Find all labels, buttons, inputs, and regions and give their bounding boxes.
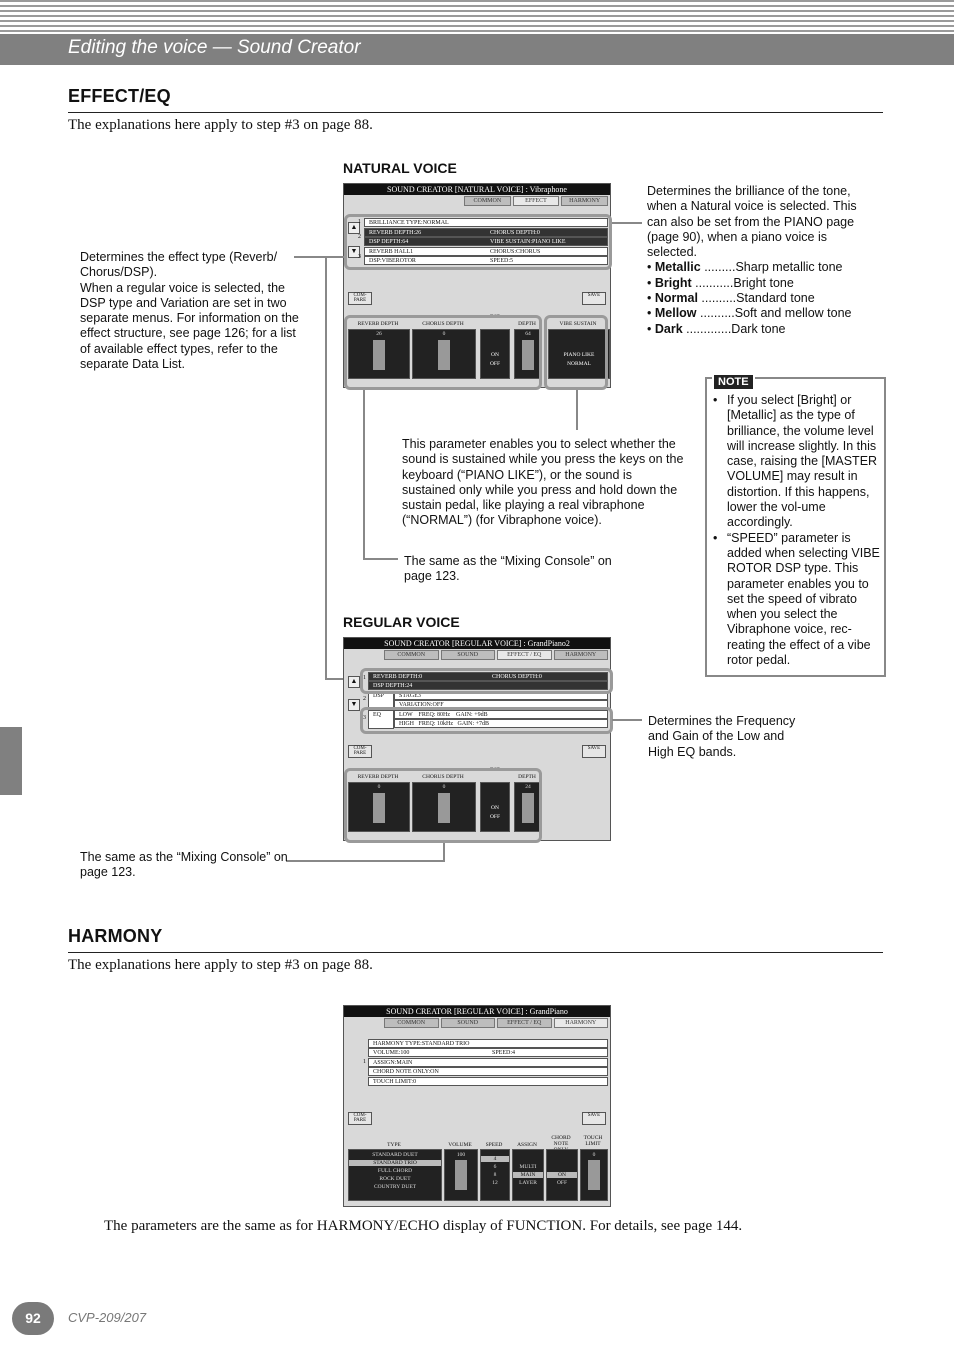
- brilliance-item: • Mellow ..........Soft and mellow tone: [647, 306, 852, 321]
- param-text: REVERB HALL1: [369, 249, 414, 255]
- fader-label: REVERB DEPTH: [357, 774, 399, 780]
- model-name: CVP-209/207: [68, 1310, 147, 1325]
- brilliance-desc: Bright tone: [733, 275, 794, 290]
- dsp-off-label: OFF: [489, 361, 501, 367]
- section-rule: [68, 112, 883, 113]
- fader-value: 100: [456, 1152, 466, 1158]
- brilliance-name: Normal: [654, 291, 698, 306]
- save-button[interactable]: SAVE: [582, 745, 606, 758]
- param-text: STAGE3: [399, 693, 421, 699]
- param-row[interactable]: [368, 1067, 608, 1076]
- dsp-on-label: ON: [491, 352, 499, 358]
- fader-label: DSP: [489, 767, 501, 773]
- tab-harmony[interactable]: HARMONY: [561, 196, 608, 206]
- speed-option[interactable]: 12: [492, 1180, 498, 1186]
- fader-value: 0: [592, 1152, 596, 1158]
- leader-line: [443, 843, 445, 861]
- brilliance-desc: Dark tone: [731, 321, 786, 336]
- param-text: HARMONY TYPE:STANDARD TRIO: [373, 1041, 470, 1047]
- brilliance-item: • Normal ..........Standard tone: [647, 291, 815, 306]
- dot-leader: ..........: [701, 291, 737, 306]
- touch-limit-fader[interactable]: [580, 1149, 608, 1201]
- callout-vibe-sustain: This parameter enables you to select whether the sound is sustained while you press the keys on the keyboard (“PIANO LIKE”), or the sound is sustained only while you press and hold down the sustain pedal, like playing a real vibraphone (“NORMAL”) (for Vibraphone voice).: [402, 437, 684, 528]
- assign-option[interactable]: LAYER: [519, 1180, 537, 1186]
- harmony-volume-fader[interactable]: [444, 1149, 478, 1201]
- highlight-mixing-faders: [344, 315, 542, 390]
- param-text: DSP DEPTH:64: [369, 239, 409, 245]
- type-option[interactable]: STANDARD DUET: [372, 1152, 418, 1158]
- note-icon: NOTE: [714, 375, 753, 389]
- type-option[interactable]: ROCK DUET: [379, 1176, 411, 1182]
- brilliance-item: • Metallic .........Sharp metallic tone: [647, 260, 843, 275]
- param-row[interactable]: [368, 1039, 608, 1048]
- speed-option[interactable]: 8: [493, 1172, 497, 1178]
- speed-option-selected[interactable]: 4: [481, 1156, 509, 1162]
- fader-label: REVERB DEPTH: [357, 321, 399, 327]
- param-row[interactable]: [368, 1058, 608, 1067]
- callout-text: When a regular voice is selected, the DSP type and Variation are set in two separate menus. For information on the effect structure, see page 126; for a list of available effect types, refer to the separate Data List.: [80, 280, 299, 372]
- section-intro: The explanations here apply to step #3 on page 88.: [68, 117, 373, 133]
- up-arrow-icon[interactable]: ▲: [348, 676, 360, 688]
- column-label: TOUCH LIMIT: [583, 1135, 603, 1147]
- tab-effect[interactable]: EFFECT: [513, 196, 560, 206]
- screen-title: SOUND CREATOR [REGULAR VOICE] : GrandPiano2: [344, 638, 610, 649]
- fader-knob[interactable]: [455, 1160, 467, 1190]
- assign-option-selected[interactable]: MAIN: [513, 1172, 543, 1178]
- param-text: VIBE SUSTAIN:PIANO LIKE: [490, 239, 566, 245]
- fader-knob[interactable]: [588, 1160, 600, 1190]
- callout-mixing-console: The same as the “Mixing Console” on page 123.: [404, 554, 612, 584]
- column-label: ASSIGN: [517, 1142, 537, 1148]
- param-text: ASSIGN:MAIN: [373, 1060, 413, 1066]
- dsp-off-label: OFF: [489, 814, 501, 820]
- section-intro: The explanations here apply to step #3 on page 88.: [68, 957, 373, 973]
- harmony-type-list[interactable]: [348, 1149, 442, 1201]
- row-number: 1: [363, 1059, 366, 1065]
- tab-effect-eq[interactable]: EFFECT / EQ: [497, 1018, 552, 1028]
- dot-leader: .........: [704, 260, 736, 275]
- tab-common[interactable]: COMMON: [384, 1018, 439, 1028]
- highlight-effect-rows: [344, 214, 612, 270]
- side-tab: [0, 727, 22, 795]
- param-text: VARIATION:OFF: [399, 702, 444, 708]
- dot-leader: .............: [686, 321, 732, 336]
- fader-label: CHORUS DEPTH: [422, 774, 464, 780]
- param-text: CHORUS DEPTH:0: [490, 230, 540, 236]
- leader-line: [294, 256, 344, 258]
- param-text: BRILLIANCE TYPE:NORMAL: [369, 220, 449, 226]
- assign-option[interactable]: MULTI: [519, 1164, 537, 1170]
- tab-common[interactable]: COMMON: [384, 650, 439, 660]
- harmony-footer-text: The parameters are the same as for HARMONY/ECHO display of FUNCTION. For details, see page 144.: [104, 1218, 743, 1234]
- param-text: EQ: [373, 712, 381, 718]
- leader-line: [612, 719, 642, 721]
- leader-line: [363, 558, 398, 560]
- row-number: 2: [363, 696, 366, 702]
- column-label: TYPE: [387, 1142, 401, 1148]
- chord-off-label[interactable]: OFF: [556, 1180, 568, 1186]
- regular-voice-label: REGULAR VOICE: [343, 614, 460, 630]
- param-text: CHORD NOTE ONLY:ON: [373, 1069, 439, 1075]
- fader-label: DEPTH: [518, 774, 536, 780]
- callout-mixing-console: The same as the “Mixing Console” on page 123.: [80, 850, 288, 880]
- param-text: REVERB DEPTH:26: [369, 230, 422, 236]
- highlight-eq-rows: [360, 707, 613, 734]
- compare-button[interactable]: COM-PARE: [348, 745, 372, 758]
- compare-button[interactable]: COM-PARE: [348, 292, 372, 305]
- param-text: HIGH FREQ: 10kHz GAIN: +7dB: [399, 721, 490, 727]
- highlight-effect-rows: [360, 668, 613, 694]
- fader-value: 24: [525, 784, 531, 790]
- tab-harmony[interactable]: HARMONY: [554, 650, 609, 660]
- tab-common[interactable]: COMMON: [464, 196, 511, 206]
- section-heading-harmony: HARMONY: [68, 926, 163, 946]
- tab-sound[interactable]: SOUND: [441, 1018, 496, 1028]
- param-row[interactable]: [368, 1048, 608, 1057]
- row-number: 3: [363, 715, 366, 721]
- fader-value: 64: [525, 331, 531, 337]
- harmony-screen: [343, 1005, 611, 1207]
- fader-value: 0: [377, 784, 381, 790]
- tab-sound[interactable]: SOUND: [441, 650, 496, 660]
- section-heading-effect-eq: EFFECT/EQ: [68, 86, 171, 106]
- note-badge: [712, 372, 755, 390]
- column-label: SPEED: [485, 1142, 503, 1148]
- leader-line: [286, 860, 445, 862]
- down-arrow-icon[interactable]: ▼: [348, 699, 360, 711]
- column-label: VOLUME: [448, 1142, 472, 1148]
- page-header-title: Editing the voice — Sound Creator: [68, 37, 361, 58]
- fader-label: VIBE SUSTAIN: [559, 321, 597, 327]
- note-box: [705, 377, 886, 677]
- vibe-option[interactable]: NORMAL: [567, 361, 591, 367]
- callout-effect-type: [80, 250, 308, 372]
- brilliance-item: • Bright ...........Bright tone: [647, 275, 794, 290]
- screen-title: SOUND CREATOR [REGULAR VOICE] : GrandPiano: [344, 1006, 610, 1017]
- highlight-vibe-sustain: [544, 315, 608, 390]
- param-text: TOUCH LIMIT:0: [373, 1079, 417, 1085]
- param-text: SPEED:4: [492, 1050, 516, 1056]
- save-button[interactable]: SAVE: [582, 292, 606, 305]
- chord-on-label[interactable]: ON: [547, 1172, 577, 1178]
- param-text: REVERB DEPTH:0: [373, 674, 423, 680]
- leader-line: [612, 222, 642, 224]
- callout-eq: Determines the Frequency and Gain of the Low and High EQ bands.: [648, 714, 796, 759]
- note-item: • If you select [Bright] or [Metallic] as the type of brilliance, the volume level will increase slightly. In this case, raising the [MASTER VOLUME] may result in distortion. If this happens, lower the vol-ume accordingly.: [707, 393, 880, 531]
- highlight-mixing-faders: [344, 768, 542, 843]
- callout-text: Determines the brilliance of the tone, when a Natural voice is selected. This can also be set from the PIANO page (page 90), when a piano voice is selected.: [647, 184, 857, 260]
- param-text: CHORUS:CHORUS: [490, 249, 541, 255]
- brilliance-desc: Soft and mellow tone: [734, 306, 852, 321]
- compare-button[interactable]: COM-PARE: [348, 1112, 372, 1125]
- screen-title: SOUND CREATOR [NATURAL VOICE] : Vibraphone: [344, 184, 610, 195]
- param-text: SPEED:5: [490, 258, 514, 264]
- brilliance-desc: Standard tone: [736, 291, 815, 306]
- type-option[interactable]: COUNTRY DUET: [373, 1184, 417, 1190]
- row-number: 1: [363, 675, 366, 681]
- harmony-speed-list[interactable]: [480, 1149, 510, 1201]
- header-stripes: [0, 0, 954, 34]
- up-arrow-icon[interactable]: ▲: [348, 222, 360, 234]
- param-text: DSP: [373, 693, 385, 699]
- dot-leader: ..........: [700, 306, 735, 321]
- leader-line: [363, 390, 365, 560]
- natural-voice-label: NATURAL VOICE: [343, 160, 457, 176]
- brilliance-name: Bright: [654, 275, 692, 290]
- param-text: CHORUS DEPTH:0: [492, 674, 542, 680]
- column-label: CHORD NOTE: [551, 1135, 571, 1147]
- leader-line: [325, 256, 327, 680]
- section-rule: [68, 952, 883, 953]
- row-number: 3: [358, 254, 361, 260]
- param-row[interactable]: [368, 1077, 608, 1086]
- param-text: DSP DEPTH:24: [373, 683, 413, 689]
- callout-brilliance: [647, 184, 877, 337]
- brilliance-name: Dark: [654, 321, 683, 336]
- type-option-selected[interactable]: STANDARD TRIO: [349, 1160, 441, 1166]
- tab-harmony[interactable]: HARMONY: [554, 1018, 609, 1028]
- fader-label: DSP: [489, 314, 501, 320]
- brilliance-item: • Dark .............Dark tone: [647, 321, 786, 336]
- chord-note-only-switch[interactable]: [546, 1149, 578, 1201]
- note-item: • “SPEED” parameter is added when selecting VIBE ROTOR DSP type. This parameter enables you to set the speed of vibrato when you select the Vibraphone voice, rec-reating the effect of a vibe rotor pedal.: [707, 531, 880, 669]
- save-button[interactable]: SAVE: [582, 1112, 606, 1125]
- row-number: 2: [358, 234, 361, 240]
- fader-label: DEPTH: [518, 321, 536, 327]
- brilliance-name: Mellow: [654, 306, 697, 321]
- fader-value: 26: [376, 331, 382, 337]
- callout-text: Determines the effect type (Reverb/ Chorus/DSP).: [80, 250, 278, 280]
- param-text: DSP:VIBEROTOR: [369, 258, 416, 264]
- param-text: VOLUME:100: [373, 1050, 410, 1056]
- harmony-assign-list[interactable]: [512, 1149, 544, 1201]
- param-text: LOW FREQ: 80Hz GAIN: +9dB: [399, 712, 488, 718]
- brilliance-desc: Sharp metallic tone: [735, 260, 843, 275]
- dsp-on-label: ON: [491, 805, 499, 811]
- leader-line: [576, 390, 578, 430]
- fader-label: CHORUS DEPTH: [422, 321, 464, 327]
- tab-effect-eq[interactable]: EFFECT / EQ: [497, 650, 552, 660]
- type-option[interactable]: FULL CHORD: [377, 1168, 413, 1174]
- row-number: 1: [358, 219, 361, 225]
- speed-option[interactable]: 6: [493, 1164, 497, 1170]
- dot-leader: ...........: [695, 275, 734, 290]
- page-number: 92: [12, 1302, 54, 1335]
- down-arrow-icon[interactable]: ▼: [348, 246, 360, 258]
- fader-value: 0: [442, 331, 446, 337]
- brilliance-name: Metallic: [654, 260, 701, 275]
- vibe-option[interactable]: PIANO LIKE: [563, 352, 595, 358]
- fader-value: 0: [442, 784, 446, 790]
